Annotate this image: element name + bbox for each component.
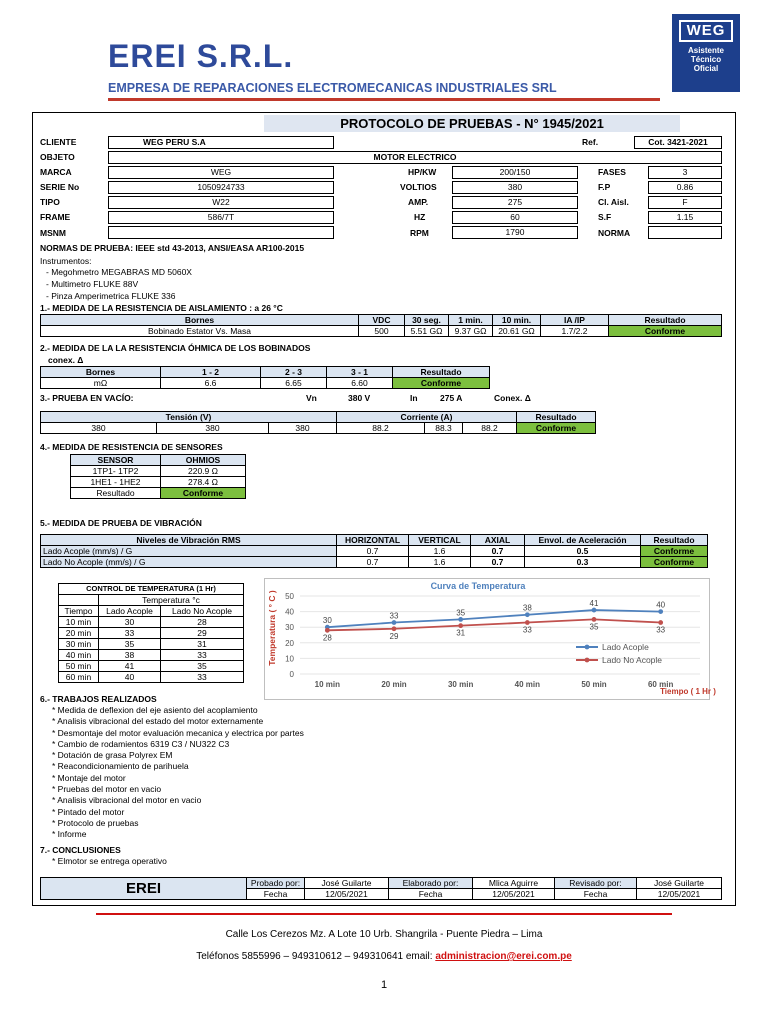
cell: 1TP1- 1TP2	[71, 466, 161, 477]
col-header: 3 - 1	[327, 367, 393, 378]
cell: 278.4 Ω	[161, 477, 246, 488]
table-row	[59, 639, 244, 650]
table-row	[41, 878, 722, 889]
data-label: 28	[322, 633, 332, 643]
col-header: Tensión (V)	[41, 412, 337, 423]
table-header	[41, 367, 490, 378]
cliente-label: CLIENTE	[40, 137, 77, 147]
fases-label: FASES	[598, 167, 626, 177]
data-point	[392, 620, 397, 625]
section-2-title: 2.- MEDIDA DE LA LA RESISTENCIA ÓHMICA DE LOS BOBINADOS	[40, 343, 311, 353]
instrumentos-title: Instrumentos:	[40, 256, 92, 266]
vacio-table	[40, 411, 596, 434]
fecha-value: 12/05/2021	[305, 889, 389, 900]
clais-label: Cl. Aisl.	[598, 197, 629, 207]
cell: 0.7	[471, 546, 525, 557]
legend-marker	[585, 658, 590, 663]
table-row	[59, 628, 244, 639]
data-point	[458, 623, 463, 628]
email-link[interactable]: administracion@erei.com.pe	[435, 951, 572, 962]
table-row	[71, 466, 246, 477]
revisado-label: Revisado por:	[555, 878, 637, 889]
temp-subhead: Temperatura °c	[99, 595, 244, 606]
cell: Lado Acople (mm/s) / G	[41, 546, 337, 557]
col-header: Niveles de Vibración RMS	[41, 535, 337, 546]
data-point	[592, 617, 597, 622]
cell: 88.3	[425, 423, 463, 434]
list-item: * Cambio de rodamientos 6319 C3 / NU322 C3	[52, 738, 230, 749]
cell: Resultado	[71, 488, 161, 499]
cell: mΩ	[41, 378, 161, 389]
rpm-value: 1790	[452, 226, 578, 239]
chart-ylabel: Temperatura ( ° C )	[267, 590, 277, 666]
cell: 1.7/2.2	[541, 326, 609, 337]
x-tick-label: 60 min	[647, 680, 674, 689]
y-tick-label: 30	[285, 623, 294, 633]
vibration-table	[40, 534, 708, 568]
footer-divider	[96, 913, 672, 915]
revisado-value: José Guilarte	[637, 878, 722, 889]
cell: 220.9 Ω	[161, 466, 246, 477]
data-label: 33	[389, 611, 399, 621]
status-badge: Conforme	[517, 423, 596, 434]
col-header: Bornes	[41, 367, 161, 378]
in-label: In	[410, 393, 418, 403]
list-item: * Medida de deflexion del eje asiento del acoplamiento	[52, 705, 258, 715]
x-tick-label: 30 min	[447, 680, 474, 689]
data-label: 38	[522, 603, 532, 613]
data-label: 40	[656, 600, 666, 610]
table-subheader	[59, 595, 244, 606]
data-point	[658, 609, 663, 614]
cell: 31	[161, 639, 244, 650]
table-header	[41, 412, 596, 423]
list-item: * Analisis vibracional del estado del motor externamente	[52, 716, 264, 727]
cell: 88.2	[337, 423, 425, 434]
data-label: 29	[389, 631, 399, 641]
cell: 30	[99, 617, 161, 628]
company-subtitle: EMPRESA DE REPARACIONES ELECTROMECANICAS INDUSTRIALES SRL	[108, 81, 557, 95]
cell: 1HE1 - 1HE2	[71, 477, 161, 488]
data-label: 30	[322, 616, 332, 626]
norma-label: NORMA	[598, 228, 631, 238]
cell: 0.7	[337, 557, 409, 568]
cell: 40	[99, 672, 161, 683]
col-header: Resultado	[641, 535, 708, 546]
section-1-title: 1.- MEDIDA DE LA RESISTENCIA DE AISLAMIENTO : a 26 °C	[40, 303, 283, 313]
weg-logo	[672, 14, 740, 92]
col-header: AXIAL	[471, 535, 525, 546]
marca-value: WEG	[108, 166, 334, 179]
page-number: 1	[380, 979, 388, 991]
temperature-chart	[264, 578, 716, 700]
footer-address: Calle Los Cerezos Mz. A Lote 10 Urb. Shangrila - Puente Piedra – Lima	[225, 929, 543, 940]
company-name: EREI S.R.L.	[108, 38, 294, 74]
list-item: * Reacondicionamiento de parihuela	[52, 761, 189, 772]
table-header	[71, 455, 246, 466]
data-label: 33	[656, 625, 666, 635]
col-header: 2 - 3	[261, 367, 327, 378]
col-header: 30 seg.	[405, 315, 449, 326]
cell	[59, 595, 99, 606]
cell: Lado No Acople (mm/s) / G	[41, 557, 337, 568]
chart-xlabel: Tiempo ( 1 Hr )	[660, 687, 716, 696]
vn-value: 380 V	[348, 393, 371, 403]
probado-label: Probado por:	[247, 878, 305, 889]
status-badge: Conforme	[161, 488, 246, 499]
fases-value: 3	[648, 166, 722, 179]
data-point	[592, 608, 597, 613]
table-row	[71, 488, 246, 499]
col-header: 10 min.	[493, 315, 541, 326]
col-header: Resultado	[609, 315, 722, 326]
cell: 10 min	[59, 617, 99, 628]
col-header: VDC	[359, 315, 405, 326]
legend-label: Lado Acople	[602, 642, 649, 652]
elaborado-label: Elaborado por:	[389, 878, 473, 889]
table-row	[59, 617, 244, 628]
y-tick-label: 20	[285, 638, 294, 648]
cell: 5.51 GΩ	[405, 326, 449, 337]
cell: 0.5	[525, 546, 641, 557]
fp-label: F.P	[598, 182, 611, 192]
x-tick-label: 10 min	[314, 680, 341, 689]
cell: 20 min	[59, 628, 99, 639]
serie-label: SERIE No	[40, 182, 80, 192]
col-header: Bornes	[41, 315, 359, 326]
table-row	[59, 661, 244, 672]
cell: 6.65	[261, 378, 327, 389]
y-tick-label: 0	[289, 670, 294, 679]
cell: 50 min	[59, 661, 99, 672]
col-header: VERTICAL	[409, 535, 471, 546]
table-header	[59, 606, 244, 617]
normas-text: NORMAS DE PRUEBA: IEEE std 43-2013, ANSI/EASA AR100-2015	[40, 243, 305, 253]
col-header: Resultado	[393, 367, 490, 378]
col-header: Tiempo	[59, 606, 99, 617]
cell: 60 min	[59, 672, 99, 683]
list-item: * Analisis vibracional del motor en vacio	[52, 795, 202, 806]
table-row	[41, 557, 708, 568]
table-row	[41, 546, 708, 557]
cell: 0.3	[525, 557, 641, 568]
section-4-title: 4.- MEDIDA DE RESISTENCIA DE SENSORES	[40, 442, 223, 452]
col-header: IA /IP	[541, 315, 609, 326]
cell: 1.6	[409, 546, 471, 557]
hp-label: HP/KW	[408, 167, 437, 177]
logo-line-2: Técnico	[690, 55, 722, 64]
legend-marker	[585, 645, 590, 650]
table-header	[41, 535, 708, 546]
instrumento-1: - Megohmetro MEGABRAS MD 5060X	[46, 267, 192, 277]
insulation-table	[40, 314, 722, 337]
data-point	[458, 617, 463, 622]
erei-brand: EREI	[41, 878, 247, 900]
section-3-title: 3.- PRUEBA EN VACÍO:	[40, 393, 134, 403]
instrumento-2: - Multimetro FLUKE 88V	[46, 279, 139, 289]
logo-line-3: Oficial	[693, 64, 719, 73]
footer	[96, 924, 672, 996]
protocol-title: PROTOCOLO DE PRUEBAS - N° 1945/2021	[264, 115, 680, 132]
col-header: HORIZONTAL	[337, 535, 409, 546]
list-item: * Montaje del motor	[52, 772, 126, 783]
cell: 88.2	[463, 423, 517, 434]
instrumento-3: - Pinza Amperimetrica FLUKE 336	[46, 291, 176, 301]
cell: 30 min	[59, 639, 99, 650]
legend-label: Lado No Acople	[602, 655, 663, 665]
col-header: OHMIOS	[161, 455, 246, 466]
col-header: Lado Acople	[99, 606, 161, 617]
tipo-value: W22	[108, 196, 334, 209]
data-label: 41	[589, 599, 599, 609]
rpm-label: RPM	[410, 228, 429, 238]
data-point	[392, 626, 397, 631]
hp-value: 200/150	[452, 166, 578, 179]
temperature-table	[58, 583, 244, 683]
msnm-value	[108, 226, 334, 239]
section-6-title: 6.- TRABAJOS REALIZADOS	[40, 694, 157, 704]
cell: 40 min	[59, 650, 99, 661]
weg-logo-mark: WEG	[679, 20, 733, 42]
col-header: Corriente (A)	[337, 412, 517, 423]
table-title-row	[59, 584, 244, 595]
data-label: 33	[522, 625, 532, 635]
voltios-label: VOLTIOS	[400, 182, 437, 192]
logo-line-1: Asistente	[687, 46, 724, 55]
table-row	[41, 378, 490, 389]
hz-label: HZ	[414, 212, 426, 222]
fecha-label: Fecha	[555, 889, 637, 900]
cell: 20.61 GΩ	[493, 326, 541, 337]
cell: 380	[41, 423, 157, 434]
ref-value: Cot. 3421-2021	[634, 136, 722, 149]
data-label: 31	[456, 628, 466, 638]
tipo-label: TIPO	[40, 197, 60, 207]
cell: 9.37 GΩ	[449, 326, 493, 337]
col-header: Envol. de Aceleración	[525, 535, 641, 546]
col-header: Resultado	[517, 412, 596, 423]
col-header: SENSOR	[71, 455, 161, 466]
norma-value	[648, 226, 722, 239]
y-tick-label: 10	[285, 654, 294, 664]
temp-table-title: CONTROL DE TEMPERATURA (1 Hr)	[59, 584, 244, 595]
cell: 380	[157, 423, 269, 434]
cell: 0.7	[337, 546, 409, 557]
sensor-table	[70, 454, 246, 499]
list-item: * Dotación de grasa Polyrex EM	[52, 750, 173, 761]
table-header	[41, 315, 722, 326]
conclusion-item: * Elmotor se entrega operativo	[52, 856, 167, 866]
col-header: 1 min.	[449, 315, 493, 326]
in-value: 275 A	[440, 393, 463, 403]
status-badge: Conforme	[393, 378, 490, 389]
objeto-value: MOTOR ELECTRICO	[108, 151, 722, 164]
cliente-value: WEG PERU S.A	[108, 136, 334, 149]
vn-label: Vn	[306, 393, 317, 403]
list-item: * Protocolo de pruebas	[52, 817, 139, 828]
col-header: Lado No Acople	[161, 606, 244, 617]
voltios-value: 380	[452, 181, 578, 194]
footer-contact	[96, 946, 672, 968]
conex-label: Conex. Δ	[494, 393, 531, 403]
probado-value: José Guilarte	[305, 878, 389, 889]
data-point	[525, 620, 530, 625]
data-label: 35	[589, 622, 599, 632]
fecha-label: Fecha	[389, 889, 473, 900]
sf-label: S.F	[598, 212, 612, 222]
status-badge: Conforme	[609, 326, 722, 337]
cell: Bobinado Estator Vs. Masa	[41, 326, 359, 337]
status-badge: Conforme	[641, 546, 708, 557]
list-item: * Pruebas del motor en vacio	[52, 784, 162, 795]
fecha-value: 12/05/2021	[637, 889, 722, 900]
data-point	[658, 620, 663, 625]
fecha-value: 12/05/2021	[473, 889, 555, 900]
works-list	[52, 705, 304, 841]
cell: 38	[99, 650, 161, 661]
data-point	[525, 612, 530, 617]
status-badge: Conforme	[641, 557, 708, 568]
header-divider	[108, 98, 660, 101]
marca-label: MARCA	[40, 167, 72, 177]
frame-label: FRAME	[40, 212, 71, 222]
section-2-conex: conex. Δ	[48, 355, 84, 365]
footer-phones: Teléfonos 5855996 – 949310612 – 949310641 email:	[196, 951, 436, 962]
clais-value: F	[648, 196, 722, 209]
table-row	[71, 477, 246, 488]
x-tick-label: 40 min	[514, 680, 541, 689]
cell: 29	[161, 628, 244, 639]
x-tick-label: 50 min	[581, 680, 607, 689]
table-row	[41, 326, 722, 337]
frame-value: 586/7T	[108, 211, 334, 224]
serie-value: 1050924733	[108, 181, 334, 194]
objeto-label: OBJETO	[40, 152, 75, 162]
cell: 500	[359, 326, 405, 337]
table-row	[41, 423, 596, 434]
signature-table	[40, 877, 722, 900]
cell: 33	[161, 650, 244, 661]
list-item: * Pintado del motor	[52, 806, 125, 817]
list-item: * Informe	[52, 829, 87, 840]
cell: 33	[99, 628, 161, 639]
x-tick-label: 20 min	[381, 680, 407, 689]
cell: 6.60	[327, 378, 393, 389]
sf-value: 1.15	[648, 211, 722, 224]
cell: 380	[269, 423, 337, 434]
amp-label: AMP.	[408, 197, 429, 207]
cell: 28	[161, 617, 244, 628]
y-tick-label: 40	[285, 607, 294, 617]
hz-value: 60	[452, 211, 578, 224]
fecha-label: Fecha	[247, 889, 305, 900]
elaborado-value: Mlica Aguirre	[473, 878, 555, 889]
chart-title: Curva de Temperatura	[430, 581, 526, 591]
col-header: 1 - 2	[161, 367, 261, 378]
cell: 1.6	[409, 557, 471, 568]
msnm-label: MSNM	[40, 228, 66, 238]
cell: 41	[99, 661, 161, 672]
amp-value: 275	[452, 196, 578, 209]
list-item: * Desmontaje del motor evaluación mecanica y electrica por partes	[52, 727, 304, 738]
resistance-table	[40, 366, 490, 389]
y-tick-label: 50	[285, 592, 294, 601]
cell: 0.7	[471, 557, 525, 568]
cell: 35	[161, 661, 244, 672]
cell: 6.6	[161, 378, 261, 389]
section-7-title: 7.- CONCLUSIONES	[40, 845, 121, 855]
table-row	[59, 672, 244, 683]
table-row	[59, 650, 244, 661]
cell: 33	[161, 672, 244, 683]
data-point	[325, 628, 330, 633]
section-5-title: 5.- MEDIDA DE PRUEBA DE VIBRACIÓN	[40, 518, 202, 528]
data-label: 35	[456, 608, 466, 618]
fp-value: 0.86	[648, 181, 722, 194]
ref-label: Ref.	[582, 137, 599, 147]
cell: 35	[99, 639, 161, 650]
